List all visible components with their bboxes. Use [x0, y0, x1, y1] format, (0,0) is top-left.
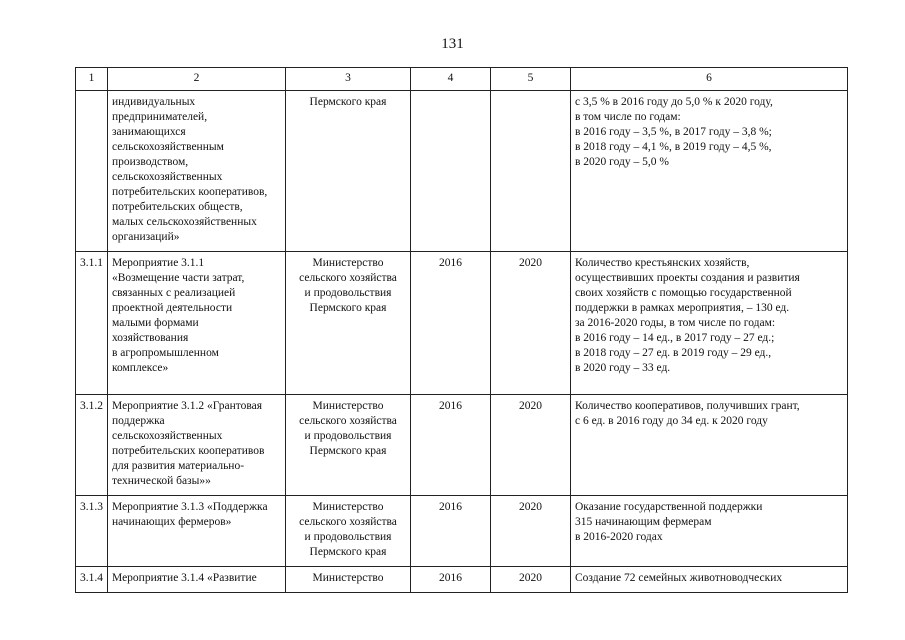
table-row	[76, 395, 848, 496]
column-header: 2	[108, 68, 286, 91]
measure-name: Мероприятие 3.1.3 «Поддержка начинающих фермеров»	[108, 496, 286, 567]
executor: Министерство сельского хозяйства и продовольствия Пермского края	[286, 252, 411, 395]
start-year: 2016	[411, 496, 491, 567]
start-year: 2016	[411, 252, 491, 395]
table-row	[76, 252, 848, 395]
executor: Министерство сельского хозяйства и продовольствия Пермского края	[286, 496, 411, 567]
row-number: 3.1.4	[76, 567, 108, 593]
end-year: 2020	[491, 567, 571, 593]
table-header-row	[76, 68, 848, 91]
expected-result: Создание 72 семейных животноводческих	[571, 567, 848, 593]
table-row	[76, 496, 848, 567]
column-header: 3	[286, 68, 411, 91]
measure-name: индивидуальных предпринимателей, занимающихся сельскохозяйственным производством, сельскохозяйственных потребительских кооперативов, потребительских обществ, малых сельскохозяйственных организаций»	[108, 91, 286, 252]
expected-result: Оказание государственной поддержки 315 начинающим фермерам в 2016-2020 годах	[571, 496, 848, 567]
column-header: 4	[411, 68, 491, 91]
start-year: 2016	[411, 567, 491, 593]
executor: Министерство	[286, 567, 411, 593]
table-row	[76, 91, 848, 252]
row-number	[76, 91, 108, 252]
end-year: 2020	[491, 496, 571, 567]
start-year	[411, 91, 491, 252]
expected-result: с 3,5 % в 2016 году до 5,0 % к 2020 году, в том числе по годам: в 2016 году – 3,5 %, в 2017 году – 3,8 %; в 2018 году – 4,1 %, в 2019 году – 4,5 %, в 2020 году – 5,0 %	[571, 91, 848, 252]
measure-name: Мероприятие 3.1.2 «Грантовая поддержка сельскохозяйственных потребительских кооперативов для развития материально- технической базы»»	[108, 395, 286, 496]
table-row	[76, 567, 848, 593]
measure-name: Мероприятие 3.1.1 «Возмещение части затрат, связанных с реализацией проектной деятельности малыми формами хозяйствования в агропромышленном комплексе»	[108, 252, 286, 395]
end-year	[491, 91, 571, 252]
expected-result: Количество крестьянских хозяйств, осуществивших проекты создания и развития своих хозяйств с помощью государственной поддержки в рамках мероприятия, – 130 ед. за 2016-2020 годы, в том числе по годам: в 2016 году – 14 ед., в 2017 году – 27 ед.; в 2018 году – 27 ед. в 2019 году – 29 ед., в 2020 году – 33 ед.	[571, 252, 848, 395]
column-header: 5	[491, 68, 571, 91]
row-number: 3.1.3	[76, 496, 108, 567]
column-header: 6	[571, 68, 848, 91]
column-header: 1	[76, 68, 108, 91]
row-number: 3.1.1	[76, 252, 108, 395]
expected-result: Количество кооперативов, получивших грант, с 6 ед. в 2016 году до 34 ед. к 2020 году	[571, 395, 848, 496]
row-number: 3.1.2	[76, 395, 108, 496]
end-year: 2020	[491, 252, 571, 395]
end-year: 2020	[491, 395, 571, 496]
page-number: 131	[441, 36, 464, 52]
measure-name: Мероприятие 3.1.4 «Развитие	[108, 567, 286, 593]
executor: Пермского края	[286, 91, 411, 252]
executor: Министерство сельского хозяйства и продовольствия Пермского края	[286, 395, 411, 496]
start-year: 2016	[411, 395, 491, 496]
measures-table	[75, 67, 848, 593]
